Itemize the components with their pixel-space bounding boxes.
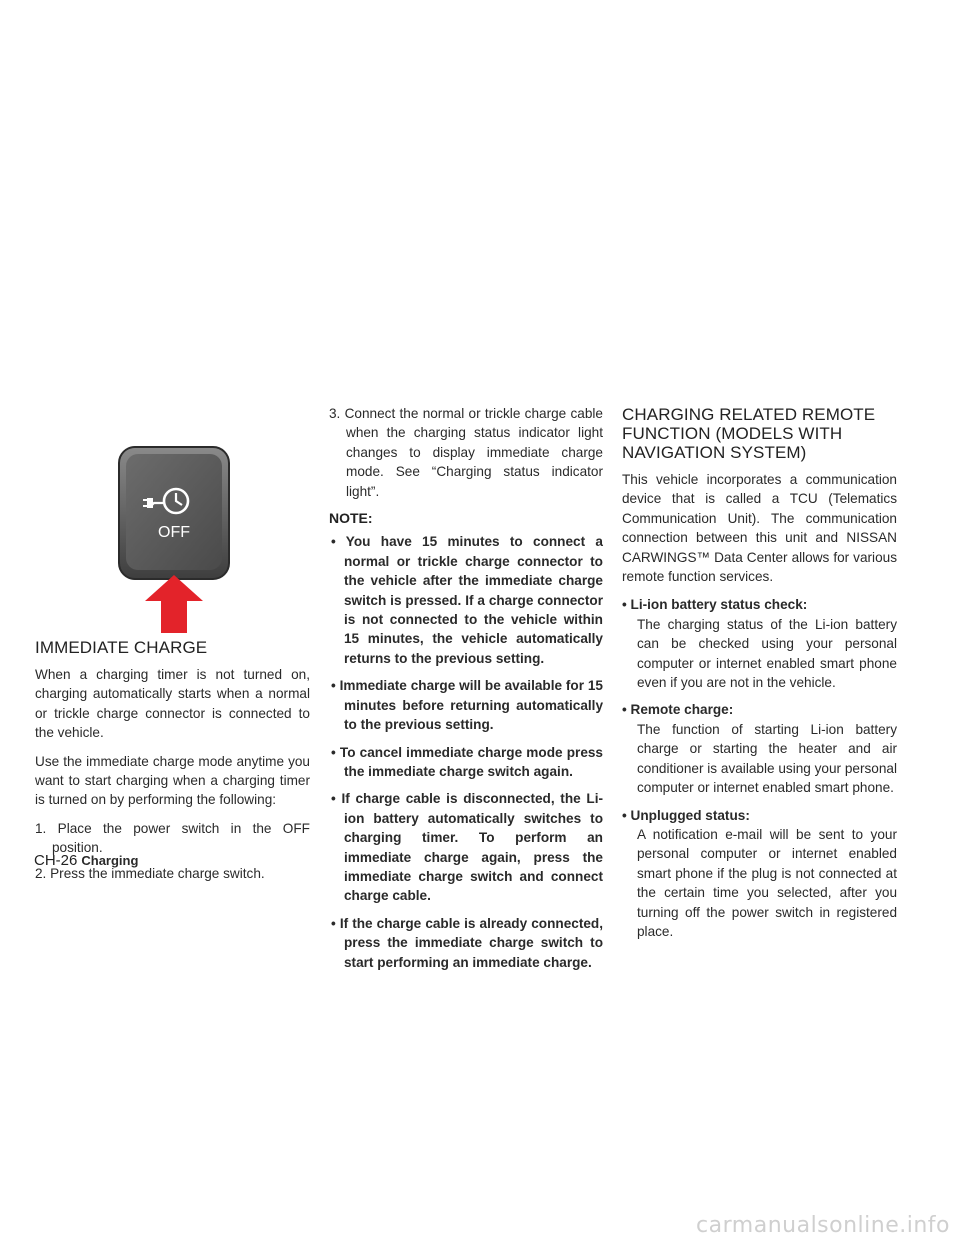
paragraph: Use the immediate charge mode anytime you want to start charging when a charging timer is turned on by performing the following:: [35, 753, 310, 808]
note-heading: NOTE:: [329, 510, 373, 527]
heading-remote-function: CHARGING RELATED REMOTE FUNCTION (MODELS WITH NAVIGATION SYSTEM): [622, 405, 876, 462]
page-number: CH-26: [34, 852, 78, 869]
feature-title: • Remote charge:: [622, 702, 734, 718]
watermark: carmanualsonline.info: [696, 1213, 950, 1238]
note-item: • If the charge cable is already connected, press the immediate charge switch to start performing an immediate charge.: [331, 915, 603, 970]
step-3: 3. Connect the normal or trickle charge cable when the charging status indicator light changes to display immediate charge mode. See “Charging status indicator light”.: [329, 406, 603, 499]
page-footer: [34, 852, 138, 869]
column-notes: [329, 404, 603, 980]
feature-title: • Unplugged status:: [622, 807, 750, 823]
note-item: • If charge cable is disconnected, the Li-ion battery automatically switches to charging timer. To perform an immediate charge again, press the immediate charge switch and connect charge cable.: [331, 791, 603, 904]
step-1: 1. Place the power switch in the OFF position.: [35, 820, 310, 856]
column-remote-function: [622, 405, 897, 949]
paragraph: This vehicle incorporates a communication device that is called a TCU (Telematics Communication Unit). The communication connection between this unit and NISSAN CARWINGS™ Data Center allows for various remote function services.: [622, 472, 897, 585]
note-item: • You have 15 minutes to connect a normal or trickle charge connector to the vehicle after the immediate charge switch is pressed. If a charge connector is not connected to the vehicle within 15 minutes, the vehicle automatically returns to the previous setting.: [331, 534, 603, 666]
note-item: • To cancel immediate charge mode press the immediate charge switch again.: [331, 744, 603, 779]
heading-immediate-charge: IMMEDIATE CHARGE: [35, 638, 208, 657]
step-2: 2. Press the immediate charge switch.: [35, 865, 265, 881]
feature-body: A notification e-mail will be sent to your personal computer or internet enabled smart phone if the plug is not connected at the certain time you selected, after you turning off the power switch in registered place.: [637, 826, 897, 939]
switch-off-label: OFF: [158, 524, 190, 541]
section-name: Charging: [81, 853, 139, 868]
feature-title: • Li-ion battery status check:: [622, 597, 808, 613]
paragraph: When a charging timer is not turned on, charging automatically starts when a normal or trickle charge connector is connected to the vehicle.: [35, 667, 310, 741]
red-arrow: [145, 575, 203, 633]
immediate-charge-switch-illustration: [116, 446, 232, 634]
switch-svg: [116, 446, 232, 634]
feature-body: The charging status of the Li-ion battery can be checked using your personal computer or internet enabled smart phone even if you are not in the vehicle.: [637, 616, 897, 691]
feature-body: The function of starting Li-ion battery charge or starting the heater and air conditioner is available using your personal computer or internet enabled smart phone.: [637, 721, 897, 796]
note-item: • Immediate charge will be available for 15 minutes before returning automatically to the previous setting.: [331, 678, 603, 733]
